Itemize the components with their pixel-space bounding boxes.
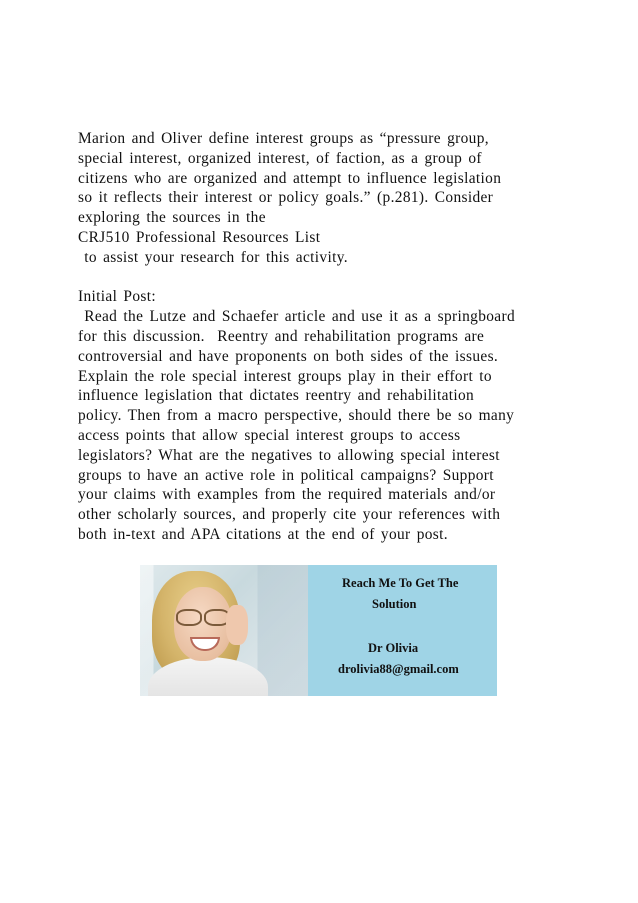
text-line: Marion and Oliver define interest groups as “pressure group, [78,130,489,147]
text-line: your claims with examples from the required materials and/or [78,486,496,504]
text-line: controversial and have proponents on both sides of the issues. [78,347,499,365]
contact-name: Dr Olivia [368,641,419,655]
text-line: for this discussion. Reentry and rehabilitation programs are [78,327,485,345]
text-line: other scholarly sources, and properly cite your references with [78,506,501,524]
text-line: groups to have an active role in political campaigns? Support [78,466,494,484]
text-line: both in-text and APA citations at the end of your post. [78,525,448,543]
text-line: exploring the sources in the [78,209,266,227]
text-line: access points that allow special interest groups to access [78,426,461,444]
text-line: so it reflects their interest or policy goals.” (p.281). Consider [78,189,494,207]
text-line: special interest, organized interest, of faction, as a group of [78,149,482,167]
text-line: policy. Then from a macro perspective, should there be so many [78,407,515,425]
contact-email[interactable]: drolivia88@gmail.com [338,662,459,676]
text-line: to assist your research for this activity. [78,248,348,266]
woman-photo [140,565,308,696]
text-line: Read the Lutze and Schaefer article and use it as a springboard [78,308,515,326]
text-line: Explain the role special interest groups play in their effort to [78,367,492,385]
banner-info [308,565,497,696]
text-line: influence legislation that dictates reentry and rehabilitation [78,387,475,405]
body-text [78,129,578,545]
resource-list-title: CRJ510 Professional Resources List [78,228,321,246]
banner-subheadline: Solution [372,597,417,611]
paragraph-gap [78,268,578,288]
section-heading: Initial Post: [78,288,156,306]
banner-headline: Reach Me To Get The [342,576,459,590]
contact-banner [140,565,497,696]
text-line: citizens who are organized and attempt to influence legislation [78,169,502,187]
text-line: legislators? What are the negatives to allowing special interest [78,446,500,464]
